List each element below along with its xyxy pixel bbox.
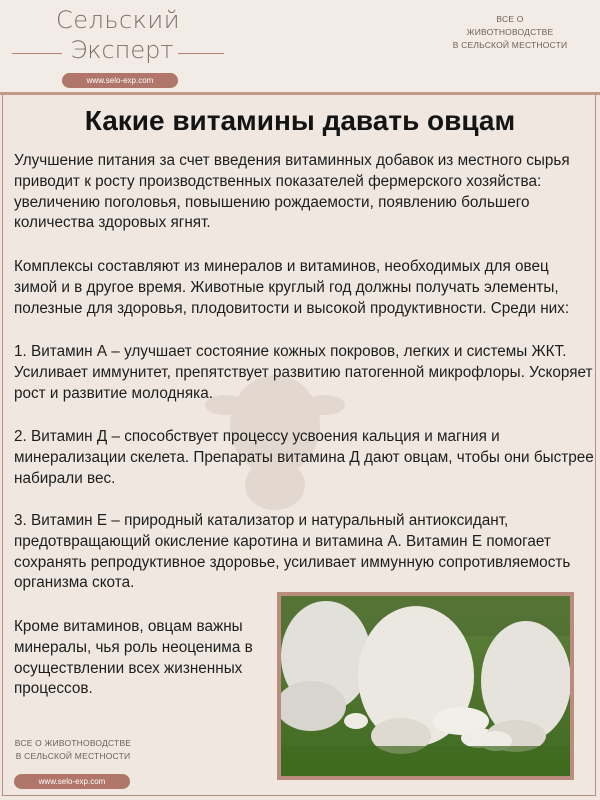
article-paragraph-2: Комплексы составляют из минералов и витаминов, необходимых для овец зимой и в другое время. Животные круглый год должны получать элементы, полезные для здоровья, плодовитости и высокой продуктивности. Среди них: <box>14 258 570 317</box>
logo-divider-left <box>12 53 62 54</box>
vitamin-d-item: 2. Витамин Д – способствует процессу усвоения кальция и магния и минерализации скелета. Препараты витамина Д дают овцам, чтобы они быстрее набирали вес. <box>14 428 594 487</box>
article-title: Какие витамины давать овцам <box>84 105 516 136</box>
footer-tagline-line2: В СЕЛЬСКОЙ МЕСТНОСТИ <box>15 751 131 761</box>
logo-text-line2[interactable]: Эксперт <box>70 36 174 64</box>
vitamin-a-item: 1. Витамин А – улучшает состояние кожных покровов, легких и системы ЖКТ. Усиливает иммунитет, препятствует развитию патогенной микрофлоры. Ускоряет рост и развитие молодняка. <box>14 343 593 402</box>
footer-site-url-badge[interactable]: www.selo-exp.com <box>14 774 130 789</box>
header-divider <box>0 92 600 95</box>
header-tagline <box>452 13 568 52</box>
site-header <box>0 0 600 92</box>
vitamin-e-item: 3. Витамин Е – природный катализатор и натуральный антиоксидант, предотвращающий окисление каротина и витамина А. Витамин Е помогает сохранять репродуктивное здоровье, усиливает иммунную сопротивляемость организма скота. <box>14 512 571 592</box>
logo-text-line1[interactable]: Сельский <box>55 6 181 34</box>
minerals-paragraph: Кроме витаминов, овцам важны минералы, чья роль неоценима в осуществлении всех жизненных процессов. <box>14 618 253 698</box>
sheep-photo <box>277 592 574 780</box>
logo-divider-right <box>178 53 224 54</box>
header-tagline-line1: ВСЕ О ЖИВОТНОВОДСТВЕ <box>466 14 554 37</box>
header-tagline-line2: В СЕЛЬСКОЙ МЕСТНОСТИ <box>452 40 568 50</box>
footer-tagline-line1: ВСЕ О ЖИВОТНОВОДСТВЕ <box>14 738 132 748</box>
article-paragraph-1: Улучшение питания за счет введения витаминных добавок из местного сырья приводит к росту производственных показателей фермерского хозяйства: увеличению поголовья, повышению рождаемости, появлению большего количества здоровых ягнят. <box>14 152 570 232</box>
sheep-photo-image <box>281 596 570 776</box>
footer-tagline <box>14 737 132 763</box>
site-url-badge[interactable]: www.selo-exp.com <box>62 73 178 88</box>
